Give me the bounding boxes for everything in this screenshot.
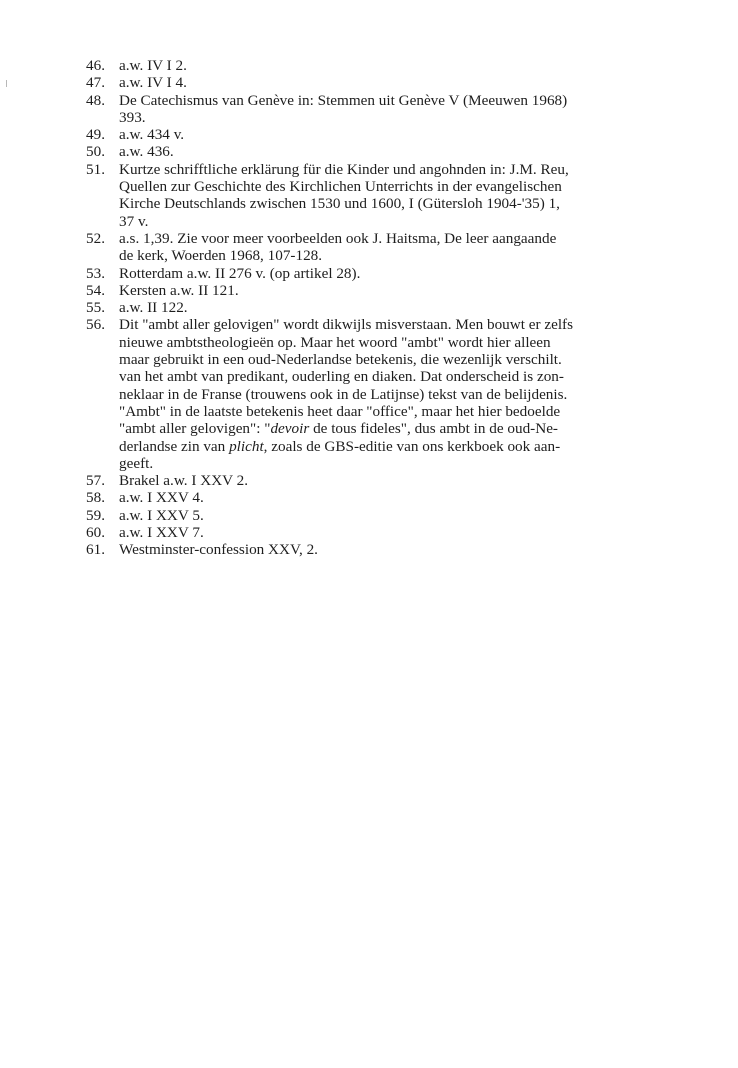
footnote-text: a.w. II 122. (119, 299, 188, 317)
footnote-text-line: 37 v. (119, 212, 149, 230)
footnote-text-line: a.s. 1,39. Zie voor meer voorbeelden ook J. Haitsma, De leer aangaande (119, 229, 557, 247)
footnote-number: 61. (86, 541, 105, 559)
footnote-50 (86, 143, 682, 160)
text-run: derlandse zin van (119, 437, 230, 455)
footnote-text-line: Kurtze schrifftliche erklärung für die Kinder und angohnden in: J.M. Reu, (119, 160, 569, 178)
footnote-number: 51. (86, 160, 105, 178)
text-run: "ambt aller gelovigen": " (119, 420, 271, 438)
footnote-49 (86, 126, 682, 143)
footnote-53 (86, 265, 682, 282)
footnote-52 (86, 230, 682, 265)
footnote-number: 58. (86, 489, 105, 507)
footnote-text: Westminster-confession XXV, 2. (119, 541, 318, 559)
footnote-number: 48. (86, 91, 105, 109)
text-run: de tous fideles", dus ambt in de oud-Ne- (309, 420, 558, 438)
footnote-list (86, 57, 682, 559)
footnote-55 (86, 299, 682, 316)
footnote-54 (86, 282, 682, 299)
footnote-text: a.w. I XXV 5. (119, 506, 204, 524)
footnote-text: Kersten a.w. II 121. (119, 281, 239, 299)
footnote-text: a.w. IV I 4. (119, 74, 187, 92)
footnote-59 (86, 507, 682, 524)
footnote-text-line: van het ambt van predikant, ouderling en diaken. Dat onderscheid is zon- (119, 368, 564, 386)
footnote-text-line: Quellen zur Geschichte des Kirchlichen Unterrichts in der evangelischen (119, 178, 562, 196)
footnote-number: 47. (86, 74, 105, 92)
footnote-text-line: Dit "ambt aller gelovigen" wordt dikwijls misverstaan. Men bouwt er zelfs (119, 316, 574, 334)
footnote-text: Brakel a.w. I XXV 2. (119, 472, 249, 490)
footnote-text-line (119, 420, 682, 437)
footnote-text-line: neklaar in de Franse (trouwens ook in de Latijnse) tekst van de belijdenis. (119, 385, 568, 403)
footnote-text: a.w. 436. (119, 143, 174, 161)
footnote-text-line: nieuwe ambtstheologieën op. Maar het woord "ambt" wordt hier alleen (119, 333, 551, 351)
footnote-number: 46. (86, 57, 105, 74)
footnote-number: 59. (86, 506, 105, 524)
footnote-text: a.w. 434 v. (119, 126, 185, 144)
footnote-number: 54. (86, 281, 105, 299)
footnote-text: a.w. IV I 2. (119, 57, 187, 74)
footnote-text-line: geeft. (119, 454, 154, 472)
footnote-56 (86, 316, 682, 472)
footnote-47 (86, 74, 682, 91)
footnote-number: 52. (86, 229, 105, 247)
footnote-number: 55. (86, 299, 105, 317)
footnote-text-line: de kerk, Woerden 1968, 107-128. (119, 247, 323, 265)
footnote-text: a.w. I XXV 4. (119, 489, 204, 507)
footnote-48 (86, 92, 682, 127)
footnote-text-line: maar gebruikt in een oud-Nederlandse betekenis, die wezenlijk verschilt. (119, 351, 562, 369)
footnote-number: 56. (86, 316, 105, 334)
footnote-57 (86, 472, 682, 489)
italic-term: devoir (270, 420, 310, 438)
footnote-number: 50. (86, 143, 105, 161)
footnote-46 (86, 57, 682, 74)
footnote-number: 53. (86, 264, 105, 282)
footnote-58 (86, 489, 682, 506)
footnote-61 (86, 541, 682, 558)
footnote-number: 49. (86, 126, 105, 144)
footnote-number: 57. (86, 472, 105, 490)
footnote-60 (86, 524, 682, 541)
footnote-text-line: 393. (119, 108, 146, 126)
footnote-51 (86, 161, 682, 230)
footnote-text-line: "Ambt" in de laatste betekenis heet daar "office", maar het hier bedoelde (119, 402, 561, 420)
footnote-text-line (119, 438, 682, 455)
footnote-text-line: De Catechismus van Genève in: Stemmen uit Genève V (Meeuwen 1968) (119, 91, 568, 109)
footnote-text: a.w. I XXV 7. (119, 524, 204, 542)
text-run: , zoals de GBS-editie van ons kerkboek ook aan- (263, 437, 561, 455)
footnote-text-line: Kirche Deutschlands zwischen 1530 und 1600, I (Gütersloh 1904-'35) 1, (119, 195, 560, 213)
scan-margin-mark (6, 80, 7, 87)
footnote-text: Rotterdam a.w. II 276 v. (op artikel 28). (119, 264, 361, 282)
footnote-number: 60. (86, 524, 105, 542)
italic-term: plicht (229, 437, 264, 455)
